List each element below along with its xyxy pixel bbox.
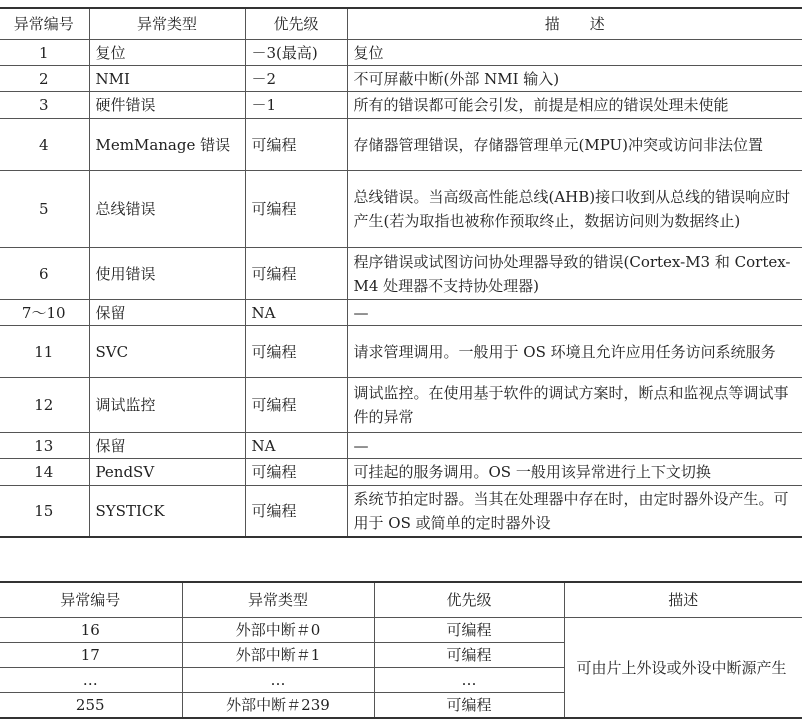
- exception-table-main: [0, 7, 802, 538]
- exception-type: SVC: [89, 326, 245, 378]
- header-exception-number: 异常编号: [0, 8, 89, 40]
- exception-description: 请求管理调用。一般用于 OS 环境且允许应用任务访问系统服务: [347, 326, 802, 378]
- exception-type: 使用错误: [89, 248, 245, 300]
- exception-type: MemManage 错误: [89, 119, 245, 171]
- exception-type: SYSTICK: [89, 486, 245, 537]
- table-row: [0, 300, 802, 326]
- table-row: [0, 248, 802, 300]
- exception-number: 16: [0, 618, 182, 643]
- exception-number: 4: [0, 119, 89, 171]
- exception-type: 复位: [89, 40, 245, 66]
- table-row: [0, 171, 802, 248]
- exception-priority: 可编程: [245, 459, 347, 486]
- exception-description: 所有的错误都可能会引发，前提是相应的错误处理未使能: [347, 92, 802, 119]
- exception-type: 外部中断＃239: [182, 693, 374, 719]
- exception-number: 14: [0, 459, 89, 486]
- exception-priority: －2: [245, 66, 347, 92]
- exception-priority: 可编程: [245, 378, 347, 433]
- exception-priority: NA: [245, 433, 347, 459]
- exception-priority: 可编程: [245, 119, 347, 171]
- exception-description: 存储器管理错误，存储器管理单元(MPU)冲突或访问非法位置: [347, 119, 802, 171]
- exception-priority: －1: [245, 92, 347, 119]
- exception-description: 复位: [347, 40, 802, 66]
- exception-priority: 可编程: [374, 618, 564, 643]
- table-row: [0, 459, 802, 486]
- table-header-row: [0, 582, 802, 618]
- exception-priority: 可编程: [245, 248, 347, 300]
- exception-type: 外部中断＃1: [182, 643, 374, 668]
- exception-priority: 可编程: [374, 643, 564, 668]
- exception-table-external: [0, 581, 802, 719]
- table-row: [0, 486, 802, 537]
- exception-number: 12: [0, 378, 89, 433]
- table-row: [0, 66, 802, 92]
- exception-description: —: [347, 300, 802, 326]
- table-row: [0, 378, 802, 433]
- exception-type: 保留: [89, 433, 245, 459]
- exception-priority: 可编程: [245, 171, 347, 248]
- exception-priority: 可编程: [374, 693, 564, 719]
- exception-number: 255: [0, 693, 182, 719]
- table-header-row: [0, 8, 802, 40]
- exception-number: 17: [0, 643, 182, 668]
- exception-description: —: [347, 433, 802, 459]
- header-exception-type: 异常类型: [89, 8, 245, 40]
- exception-type: PendSV: [89, 459, 245, 486]
- table-row: [0, 433, 802, 459]
- header-exception-type: 异常类型: [182, 582, 374, 618]
- exception-number: 11: [0, 326, 89, 378]
- header-description: 描 述: [347, 8, 802, 40]
- exception-description: 调试监控。在使用基于软件的调试方案时，断点和监视点等调试事件的异常: [347, 378, 802, 433]
- exception-description: 总线错误。当高级高性能总线(AHB)接口收到从总线的错误响应时产生(若为取指也被称作预取终止，数据访问则为数据终止): [347, 171, 802, 248]
- table-row: [0, 40, 802, 66]
- table-row: [0, 618, 802, 643]
- exception-type: 保留: [89, 300, 245, 326]
- exception-type: …: [182, 668, 374, 693]
- shared-description: 可由片上外设或外设中断源产生: [564, 618, 802, 719]
- exception-number: 13: [0, 433, 89, 459]
- exception-type: 调试监控: [89, 378, 245, 433]
- exception-number: 15: [0, 486, 89, 537]
- exception-priority: －3(最高): [245, 40, 347, 66]
- exception-priority: NA: [245, 300, 347, 326]
- exception-number: …: [0, 668, 182, 693]
- exception-type: 硬件错误: [89, 92, 245, 119]
- exception-priority: …: [374, 668, 564, 693]
- exception-number: 1: [0, 40, 89, 66]
- exception-description: 程序错误或试图访问协处理器导致的错误(Cortex-M3 和 Cortex-M4 处理器不支持协处理器): [347, 248, 802, 300]
- table-row: [0, 92, 802, 119]
- exception-type: 外部中断＃0: [182, 618, 374, 643]
- exception-priority: 可编程: [245, 326, 347, 378]
- exception-number: 6: [0, 248, 89, 300]
- exception-description: 可挂起的服务调用。OS 一般用该异常进行上下文切换: [347, 459, 802, 486]
- header-priority: 优先级: [245, 8, 347, 40]
- exception-description: 系统节拍定时器。当其在处理器中存在时，由定时器外设产生。可用于 OS 或简单的定时器外设: [347, 486, 802, 537]
- exception-description: 不可屏蔽中断(外部 NMI 输入): [347, 66, 802, 92]
- exception-number: 5: [0, 171, 89, 248]
- exception-number: 3: [0, 92, 89, 119]
- exception-number: 7～10: [0, 300, 89, 326]
- exception-type: 总线错误: [89, 171, 245, 248]
- exception-priority: 可编程: [245, 486, 347, 537]
- header-priority: 优先级: [374, 582, 564, 618]
- table-row: [0, 119, 802, 171]
- exception-type: NMI: [89, 66, 245, 92]
- header-description: 描述: [564, 582, 802, 618]
- header-exception-number: 异常编号: [0, 582, 182, 618]
- exception-number: 2: [0, 66, 89, 92]
- table-row: [0, 326, 802, 378]
